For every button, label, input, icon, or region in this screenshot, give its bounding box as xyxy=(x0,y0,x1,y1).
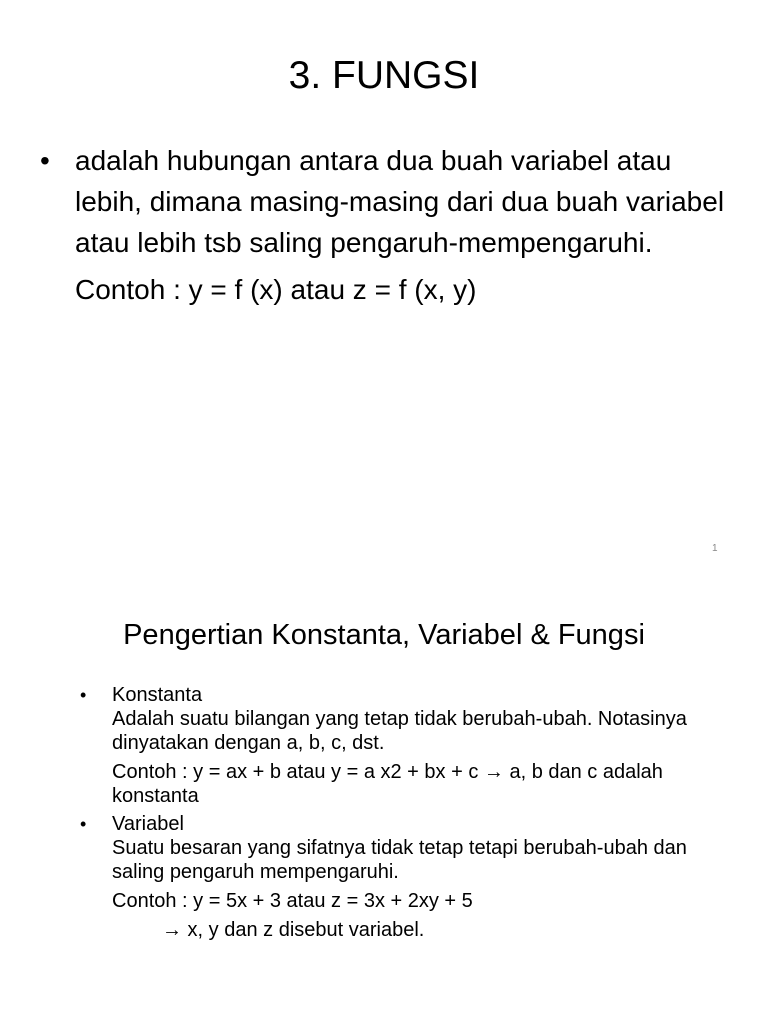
slide-2-body xyxy=(80,683,730,942)
page-number: 1 xyxy=(712,543,718,554)
definition-bullet xyxy=(40,140,740,263)
bullet-icon: • xyxy=(80,685,87,705)
slide-2 xyxy=(0,576,768,1024)
konstanta-bullet xyxy=(80,683,730,707)
bullet-icon: • xyxy=(40,145,50,176)
slide-1-body xyxy=(40,140,740,310)
konstanta-description: Adalah suatu bilangan yang tetap tidak berubah-ubah. Notasinya dinyatakan dengan a, b, c, dst. xyxy=(112,708,687,754)
function-example: Contoh : y = f (x) atau z = f (x, y) xyxy=(75,274,477,305)
variabel-heading: Variabel xyxy=(112,813,184,835)
bullet-icon: • xyxy=(80,814,87,834)
slide-1-title: 3. FUNGSI xyxy=(288,54,480,97)
variabel-bullet xyxy=(80,812,730,836)
variabel-description: Suatu besaran yang sifatnya tidak tetap tetapi berubah-ubah dan saling pengaruh mempengaruhi. xyxy=(112,837,687,883)
variabel-conclusion: → x, y dan z disebut variabel. xyxy=(162,919,425,941)
slide-2-title: Pengertian Konstanta, Variabel & Fungsi xyxy=(123,619,645,651)
variabel-example: Contoh : y = 5x + 3 atau z = 3x + 2xy + 5 xyxy=(112,890,473,912)
konstanta-example: Contoh : y = ax + b atau y = a x2 + bx + c → a, b dan c adalah konstanta xyxy=(112,761,663,807)
konstanta-heading: Konstanta xyxy=(112,684,203,706)
definition-text: adalah hubungan antara dua buah variabel atau lebih, dimana masing-masing dari dua buah variabel atau lebih tsb saling pengaruh-mempengaruhi. xyxy=(75,145,725,258)
